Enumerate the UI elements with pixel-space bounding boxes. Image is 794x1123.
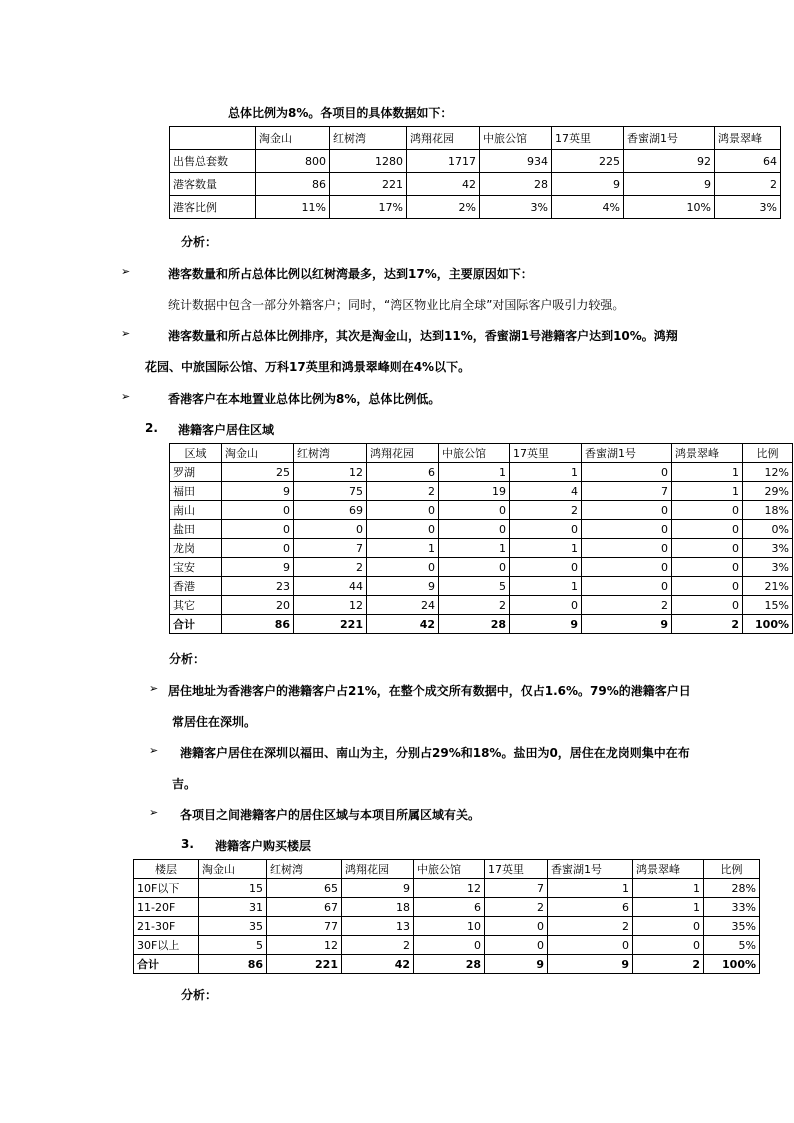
table-cell: 9 (342, 879, 414, 898)
table-row (134, 898, 760, 917)
table-cell: 1 (510, 463, 582, 482)
table-cell: 33% (704, 898, 760, 917)
table-cell: 0 (582, 520, 672, 539)
table-row (170, 596, 793, 615)
table-cell: 221 (294, 615, 367, 634)
analysis-bullet-line: 花园、中旅国际公馆、万科17英里和鸿景翠峰则在4%以下。 (145, 360, 471, 374)
table-cell: 6 (367, 463, 439, 482)
table-cell: 0 (222, 501, 294, 520)
table-header-row (170, 444, 793, 463)
table-cell: 3% (743, 558, 793, 577)
table-cell: 1 (510, 539, 582, 558)
table-cell: 1 (548, 879, 633, 898)
table-cell: 28 (480, 173, 552, 196)
table-cell: 9 (548, 955, 633, 974)
column-header: 17英里 (510, 444, 582, 463)
analysis-bullet-line: 居住地址为香港客户的港籍客户占21%，在整个成交所有数据中，仅占1.6%。79%的港籍客户日 (168, 684, 691, 698)
table-cell: 0 (485, 917, 548, 936)
table-row (170, 539, 793, 558)
table-cell: 0 (672, 520, 743, 539)
table-cell: 10% (624, 196, 715, 219)
column-header: 17英里 (485, 860, 548, 879)
table-cell: 12% (743, 463, 793, 482)
table-row (170, 482, 793, 501)
table-cell: 0 (222, 539, 294, 558)
residence-table (169, 443, 793, 634)
table-cell: 2 (582, 596, 672, 615)
table-cell: 0 (582, 463, 672, 482)
table-cell: 0 (439, 558, 510, 577)
table-header-row (170, 127, 781, 150)
table-cell: 1 (439, 463, 510, 482)
table-cell: 2 (672, 615, 743, 634)
table-cell: 0 (672, 501, 743, 520)
table-cell: 0 (222, 520, 294, 539)
table-cell: 64 (715, 150, 781, 173)
table-cell: 13 (342, 917, 414, 936)
bullet-arrow-icon: ➢ (149, 682, 159, 695)
column-header: 中旅公馆 (414, 860, 485, 879)
table-cell: 28% (704, 879, 760, 898)
bullet-arrow-icon: ➢ (121, 390, 131, 403)
table-row (170, 150, 781, 173)
table-cell: 20 (222, 596, 294, 615)
table-cell: 15% (743, 596, 793, 615)
table-cell: 其它 (170, 596, 222, 615)
table-cell: 0 (582, 558, 672, 577)
table-cell: 1 (439, 539, 510, 558)
table-cell: 0 (367, 501, 439, 520)
table-cell: 香港 (170, 577, 222, 596)
table-cell: 100% (743, 615, 793, 634)
bullet-arrow-icon: ➢ (121, 327, 131, 340)
table-cell: 港客比例 (170, 196, 256, 219)
table-cell: 934 (480, 150, 552, 173)
table-cell: 30F以上 (134, 936, 199, 955)
table-cell: 15 (199, 879, 267, 898)
table-cell: 0 (672, 577, 743, 596)
table-cell: 86 (222, 615, 294, 634)
table-cell: 35% (704, 917, 760, 936)
table-cell: 0 (582, 539, 672, 558)
table-cell: 24 (367, 596, 439, 615)
table-cell: 0 (633, 917, 704, 936)
table-row (170, 173, 781, 196)
column-header (170, 127, 256, 150)
column-header: 鸿翔花园 (367, 444, 439, 463)
table-cell: 35 (199, 917, 267, 936)
table-cell: 0 (414, 936, 485, 955)
table-cell: 合计 (170, 615, 222, 634)
section-number: 2. (145, 421, 158, 435)
table-cell: 69 (294, 501, 367, 520)
table-cell: 0 (367, 520, 439, 539)
table-cell: 28 (439, 615, 510, 634)
table-row (170, 520, 793, 539)
table-cell: 0 (582, 577, 672, 596)
table-row (134, 917, 760, 936)
column-header: 淘金山 (199, 860, 267, 879)
table-cell: 9 (485, 955, 548, 974)
table-cell: 11-20F (134, 898, 199, 917)
table-total-row (134, 955, 760, 974)
table-cell: 2 (367, 482, 439, 501)
analysis-bullet-line: 港客数量和所占总体比例排序，其次是淘金山，达到11%，香蜜湖1号港籍客户达到10%。鸿翔 (168, 329, 678, 343)
section-title: 港籍客户居住区域 (178, 423, 275, 437)
table-cell: 9 (222, 558, 294, 577)
table-cell: 0% (743, 520, 793, 539)
table-cell: 9 (552, 173, 624, 196)
analysis-bullet-line: 香港客户在本地置业总体比例为8%，总体比例低。 (168, 392, 441, 406)
table-cell: 12 (294, 596, 367, 615)
table-cell: 7 (485, 879, 548, 898)
table-cell: 0 (633, 936, 704, 955)
table-cell: 0 (510, 520, 582, 539)
column-header: 红树湾 (294, 444, 367, 463)
column-header: 鸿景翠峰 (633, 860, 704, 879)
column-header: 鸿翔花园 (342, 860, 414, 879)
table-cell: 67 (267, 898, 342, 917)
table-total-row (170, 615, 793, 634)
table-cell: 18% (743, 501, 793, 520)
column-header: 红树湾 (330, 127, 407, 150)
table-cell: 17% (330, 196, 407, 219)
table-cell: 800 (256, 150, 330, 173)
table-cell: 42 (367, 615, 439, 634)
column-header: 17英里 (552, 127, 624, 150)
table-cell: 1717 (407, 150, 480, 173)
table-cell: 0 (672, 558, 743, 577)
table-cell: 12 (414, 879, 485, 898)
table-cell: 10F以下 (134, 879, 199, 898)
table-cell: 225 (552, 150, 624, 173)
column-header: 香蜜湖1号 (548, 860, 633, 879)
table-row (134, 879, 760, 898)
table-cell: 18 (342, 898, 414, 917)
column-header: 中旅公馆 (480, 127, 552, 150)
table-cell: 1280 (330, 150, 407, 173)
table-cell: 1 (672, 463, 743, 482)
table-row (134, 936, 760, 955)
table-cell: 9 (582, 615, 672, 634)
floor-table (133, 859, 760, 974)
table-cell: 1 (367, 539, 439, 558)
table-cell: 5% (704, 936, 760, 955)
table-cell: 9 (624, 173, 715, 196)
table-cell: 2 (342, 936, 414, 955)
table-cell: 9 (510, 615, 582, 634)
bullet-arrow-icon: ➢ (149, 806, 159, 819)
table-cell: 0 (548, 936, 633, 955)
column-header: 红树湾 (267, 860, 342, 879)
table-cell: 1 (672, 482, 743, 501)
table-cell: 0 (510, 596, 582, 615)
table-cell: 3% (480, 196, 552, 219)
analysis-label: 分析： (181, 235, 218, 249)
table-cell: 44 (294, 577, 367, 596)
analysis-bullet-title: 港客数量和所占总体比例以红树湾最多，达到17%，主要原因如下： (168, 267, 533, 281)
column-header: 香蜜湖1号 (624, 127, 715, 150)
table-cell: 龙岗 (170, 539, 222, 558)
column-header: 比例 (743, 444, 793, 463)
table-cell: 盐田 (170, 520, 222, 539)
analysis-bullet-line: 港籍客户居住在深圳以福田、南山为主，分别占29%和18%。盐田为0，居住在龙岗则集中在布 (180, 746, 690, 760)
table-cell: 0 (294, 520, 367, 539)
table-cell: 28 (414, 955, 485, 974)
column-header: 鸿景翠峰 (715, 127, 781, 150)
table-row (170, 558, 793, 577)
table-cell: 25 (222, 463, 294, 482)
table-header-row (134, 860, 760, 879)
analysis-label: 分析： (181, 988, 218, 1002)
column-header: 区域 (170, 444, 222, 463)
table-cell: 9 (222, 482, 294, 501)
analysis-label: 分析： (169, 652, 206, 666)
table-cell: 42 (342, 955, 414, 974)
table-cell: 86 (256, 173, 330, 196)
analysis-bullet-text: 统计数据中包含一部分外籍客户；同时，“湾区物业比肩全球”对国际客户吸引力较强。 (168, 298, 625, 312)
table-cell: 19 (439, 482, 510, 501)
analysis-bullet-line: 吉。 (172, 777, 197, 791)
table-cell: 2 (715, 173, 781, 196)
table-cell: 0 (485, 936, 548, 955)
table-cell: 21% (743, 577, 793, 596)
table-cell: 0 (439, 501, 510, 520)
table-cell: 221 (267, 955, 342, 974)
table-cell: 31 (199, 898, 267, 917)
table-cell: 1 (510, 577, 582, 596)
table-cell: 罗湖 (170, 463, 222, 482)
table-cell: 7 (294, 539, 367, 558)
table-cell: 12 (267, 936, 342, 955)
bullet-arrow-icon: ➢ (149, 744, 159, 757)
table-cell: 2 (439, 596, 510, 615)
table-cell: 23 (222, 577, 294, 596)
table-cell: 0 (672, 539, 743, 558)
table-cell: 6 (414, 898, 485, 917)
table-cell: 0 (672, 596, 743, 615)
table-cell: 出售总套数 (170, 150, 256, 173)
table-cell: 5 (199, 936, 267, 955)
section-title: 港籍客户购买楼层 (215, 839, 312, 853)
table-cell: 100% (704, 955, 760, 974)
table-cell: 2 (633, 955, 704, 974)
table-cell: 2 (548, 917, 633, 936)
column-header: 比例 (704, 860, 760, 879)
sales-table (169, 126, 781, 219)
table-cell: 0 (510, 558, 582, 577)
table-cell: 6 (548, 898, 633, 917)
table-cell: 11% (256, 196, 330, 219)
bullet-arrow-icon: ➢ (121, 265, 131, 278)
table-cell: 0 (367, 558, 439, 577)
column-header: 楼层 (134, 860, 199, 879)
table-cell: 1 (633, 879, 704, 898)
table-cell: 29% (743, 482, 793, 501)
table-cell: 4% (552, 196, 624, 219)
table-cell: 合计 (134, 955, 199, 974)
table-row (170, 463, 793, 482)
table-cell: 7 (582, 482, 672, 501)
intro-text: 总体比例为8%。各项目的具体数据如下： (228, 106, 453, 120)
table-cell: 2 (510, 501, 582, 520)
table-cell: 南山 (170, 501, 222, 520)
table-cell: 5 (439, 577, 510, 596)
table-cell: 3% (743, 539, 793, 558)
table-row (170, 501, 793, 520)
table-cell: 221 (330, 173, 407, 196)
table-cell: 3% (715, 196, 781, 219)
analysis-bullet-line: 各项目之间港籍客户的居住区域与本项目所属区域有关。 (180, 808, 481, 822)
table-cell: 0 (582, 501, 672, 520)
section-number: 3. (181, 837, 194, 851)
table-cell: 10 (414, 917, 485, 936)
table-cell: 77 (267, 917, 342, 936)
column-header: 鸿翔花园 (407, 127, 480, 150)
analysis-bullet-line: 常居住在深圳。 (172, 715, 257, 729)
column-header: 中旅公馆 (439, 444, 510, 463)
table-cell: 42 (407, 173, 480, 196)
table-cell: 75 (294, 482, 367, 501)
table-cell: 9 (367, 577, 439, 596)
column-header: 鸿景翠峰 (672, 444, 743, 463)
table-cell: 86 (199, 955, 267, 974)
table-cell: 0 (439, 520, 510, 539)
table-cell: 92 (624, 150, 715, 173)
table-cell: 2% (407, 196, 480, 219)
table-cell: 12 (294, 463, 367, 482)
table-cell: 2 (485, 898, 548, 917)
table-cell: 21-30F (134, 917, 199, 936)
column-header: 淘金山 (256, 127, 330, 150)
table-cell: 1 (633, 898, 704, 917)
column-header: 淘金山 (222, 444, 294, 463)
table-cell: 65 (267, 879, 342, 898)
table-cell: 宝安 (170, 558, 222, 577)
table-cell: 港客数量 (170, 173, 256, 196)
table-row (170, 196, 781, 219)
table-row (170, 577, 793, 596)
table-cell: 福田 (170, 482, 222, 501)
column-header: 香蜜湖1号 (582, 444, 672, 463)
table-cell: 2 (294, 558, 367, 577)
table-cell: 4 (510, 482, 582, 501)
